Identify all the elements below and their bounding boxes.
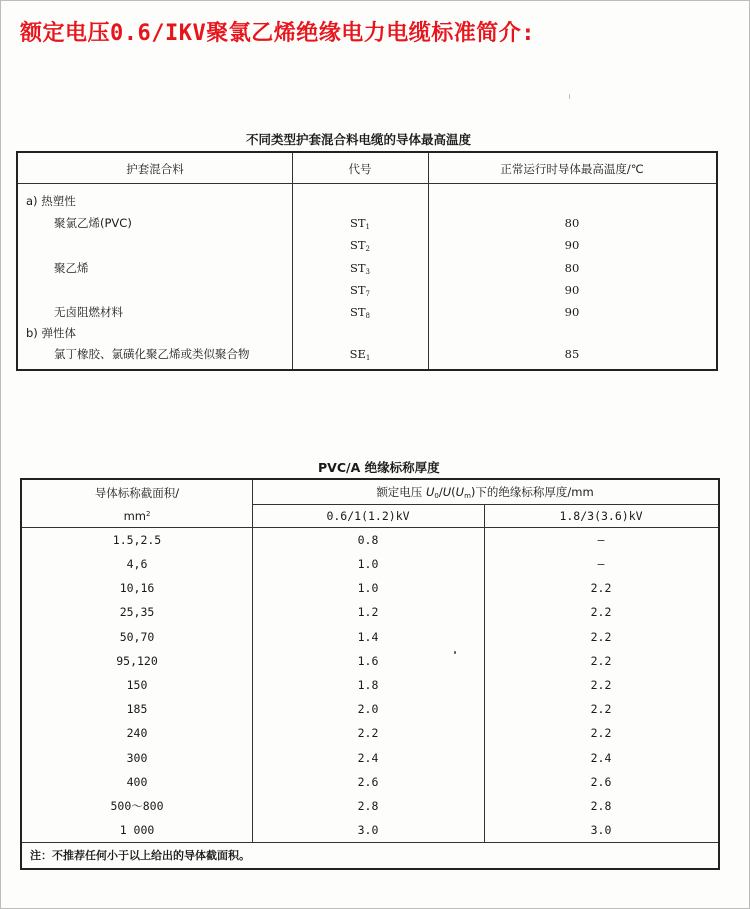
table1-header-code: 代号 [348,162,372,176]
insulation-thickness-table [20,478,720,870]
table1-code: $ST_3$ [349,261,371,276]
table2-thickness-2: — [597,557,605,571]
table1-temp: 85 [564,347,580,361]
table2-thickness-1: 0.8 [357,533,379,547]
table2-col-divider [252,480,253,842]
table2-section: 1 000 [119,823,155,837]
table2-header-voltage-1: 0.6/1(1.2)kV [326,509,410,523]
table2-thickness-2: 2.2 [590,630,612,644]
table1-code: $ST_7$ [349,283,371,298]
table1-group-label: a) 热塑性 [26,194,76,208]
table1-temp: 90 [564,305,580,319]
table2-group-divider [252,504,718,505]
table2-section: 150 [126,678,148,692]
table2-thickness-2: 2.2 [590,654,612,668]
table2-header-voltage-2: 1.8/3(3.6)kV [559,509,643,523]
table1-col-divider [292,153,293,369]
table2-thickness-2: 2.2 [590,726,612,740]
table2-thickness-1: 2.2 [357,726,379,740]
table1-material-label: 无卤阻燃材料 [54,305,123,319]
table2-caption: PVC/A 绝缘标称厚度 [318,460,440,475]
table2-thickness-1: 1.8 [357,678,379,692]
table1-material-label: 聚乙烯 [54,261,89,275]
scan-speck [454,651,456,654]
table2-section: 25,35 [119,605,155,619]
table2-thickness-1: 2.0 [357,702,379,716]
table2-section: 1.5,2.5 [112,533,162,547]
table1-caption: 不同类型护套混合料电缆的导体最高温度 [246,132,472,147]
table1-material-label: 聚氯乙烯(PVC) [54,216,132,230]
max-temperature-table [16,151,718,371]
table2-note: 注：不推荐任何小于以上给出的导体截面积。 [30,849,250,862]
table2-thickness-1: 1.6 [357,654,379,668]
table2-section: 10,16 [119,581,155,595]
table2-thickness-2: 2.2 [590,581,612,595]
table1-material-label: 氯丁橡胶、氯磺化聚乙烯或类似聚合物 [54,347,250,361]
table2-section: 185 [126,702,148,716]
table2-thickness-2: 2.6 [590,775,612,789]
page-title: 额定电压0.6/IKV聚氯乙烯绝缘电力电缆标准简介: [20,21,535,46]
table1-temp: 80 [564,216,580,230]
table1-header-material: 护套混合料 [126,162,184,176]
table2-col-divider [484,504,485,842]
table2-section: 300 [126,751,148,765]
table2-section: 50,70 [119,630,155,644]
table2-thickness-2: 3.0 [590,823,612,837]
table2-thickness-1: 3.0 [357,823,379,837]
table1-temp: 90 [564,283,580,297]
table2-section: 500～800 [110,799,164,813]
table1-code: $ST_2$ [349,238,371,253]
table1-col-divider [428,153,429,369]
table2-thickness-1: 1.0 [357,557,379,571]
table1-code: $ST_1$ [349,216,371,231]
table1-group-label: b) 弹性体 [26,326,76,340]
table2-thickness-1: 2.4 [357,751,379,765]
table2-header-divider [22,527,718,528]
table1-header-divider [18,183,716,184]
table2-note-divider [22,842,718,843]
table1-header-max-temp: 正常运行时导体最高温度/℃ [500,162,644,176]
table2-thickness-2: 2.2 [590,702,612,716]
table2-section: 95,120 [116,654,158,668]
table1-temp: 80 [564,261,580,275]
table2-thickness-2: 2.4 [590,751,612,765]
table2-section: 240 [126,726,148,740]
table2-thickness-1: 2.8 [357,799,379,813]
table2-header-unit: $mm^2$ [123,509,151,523]
table2-section: 4,6 [126,557,148,571]
table2-thickness-1: 1.2 [357,605,379,619]
table2-thickness-1: 2.6 [357,775,379,789]
table1-temp: 90 [564,238,580,252]
table2-thickness-1: 1.0 [357,581,379,595]
table2-header-section: 导体标称截面积/ [94,486,180,500]
table2-thickness-2: — [597,533,605,547]
table2-section: 400 [126,775,148,789]
table1-code: $SE_1$ [349,347,371,362]
table2-thickness-2: 2.2 [590,605,612,619]
table2-thickness-2: 2.2 [590,678,612,692]
table2-thickness-1: 1.4 [357,630,379,644]
table2-thickness-2: 2.8 [590,799,612,813]
scan-speck [569,94,570,99]
table2-header-voltage-group: 额定电压 $U_0/U(U_m)$下的绝缘标称厚度/mm [376,485,594,500]
table1-code: $ST_8$ [349,305,371,320]
